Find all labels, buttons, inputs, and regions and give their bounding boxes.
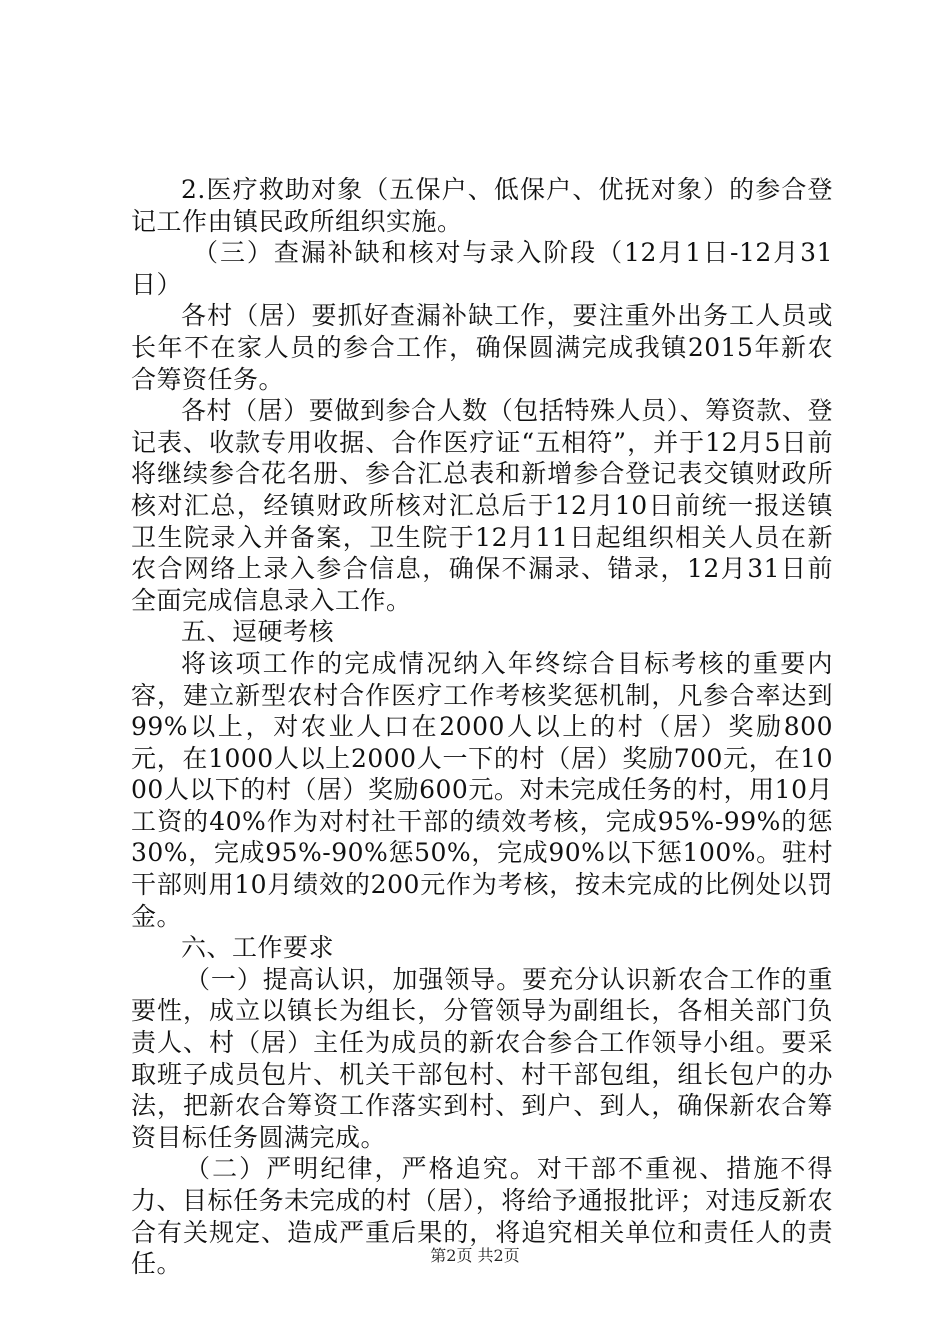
paragraph-leadership: （一）提高认识，加强领导。要充分认识新农合工作的重要性，成立以镇长为组长，分管领导为副组长，各相关部门负责人、村（居）主任为成员的新农合参合工作领导小组。要采取班子成员包片、机关干部包村、村干部包组，组长包户的办法，把新农合筹资工作落实到村、到户、到人，确保新农合筹资目标任务圆满完成。 <box>131 964 833 1152</box>
paragraph-five-matches: 各村（居）要做到参合人数（包括特殊人员）、筹资款、登记表、收款专用收据、合作医疗证“五相符”，并于12月5日前将继续参合花名册、参合汇总表和新增参合登记表交镇财政所核对汇总，经镇财政所核对汇总后于12月10日前统一报送镇卫生院录入并备案，卫生院于12月11日起组织相关人员在新农合网络上录入参合信息，确保不漏录、错录，12月31日前全面完成信息录入工作。 <box>131 396 833 615</box>
paragraph-gap-filling: 各村（居）要抓好查漏补缺工作，要注重外出务工人员或长年不在家人员的参合工作，确保圆满完成我镇2015年新农合筹资任务。 <box>131 301 833 394</box>
page-number-footer: 第2页 共2页 <box>430 1246 520 1265</box>
section-heading-assessment: 五、逗硬考核 <box>181 617 335 647</box>
document-body <box>131 174 833 1280</box>
paragraph-medical-aid: 2.医疗救助对象（五保户、低保户、优抚对象）的参合登记工作由镇民政所组织实施。 <box>131 175 833 236</box>
paragraph-assessment-rules: 将该项工作的完成情况纳入年终综合目标考核的重要内容，建立新型农村合作医疗工作考核奖惩机制，凡参合率达到99%以上，对农业人口在2000人以上的村（居）奖励800元，在1000人以上2000人一下的村（居）奖励700元，在1000人以下的村（居）奖励600元。对未完成任务的村，用10月工资的40%作为对村社干部的绩效考核，完成95%-99%的惩30%，完成95%-90%惩50%，完成90%以下惩100%。驻村干部则用10月绩效的200元作为考核，按未完成的比例处以罚金。 <box>131 648 833 931</box>
section-heading-phase-three: （三）查漏补缺和核对与录入阶段（12月1日-12月31日） <box>131 238 833 299</box>
paragraph-discipline: （二）严明纪律，严格追究。对干部不重视、措施不得力、目标任务未完成的村（居），将给予通报批评；对违反新农合有关规定、造成严重后果的，将追究相关单位和责任人的责任。 <box>131 1154 833 1279</box>
section-heading-requirements: 六、工作要求 <box>181 933 335 963</box>
